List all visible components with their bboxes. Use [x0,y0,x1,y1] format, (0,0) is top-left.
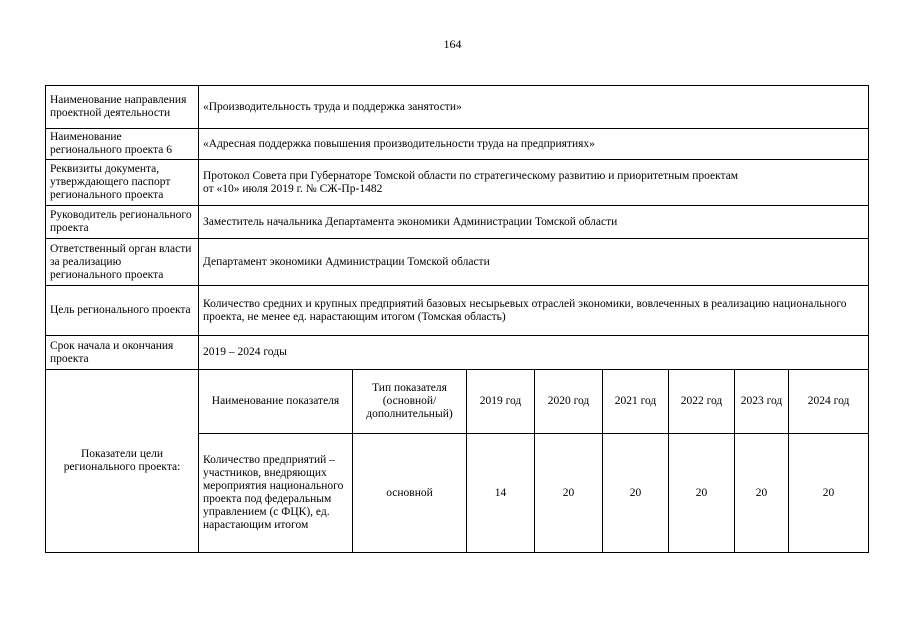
goal-label: Цель регионального проекта [46,286,199,336]
goal-value: Количество средних и крупных предприятий базовых несырьевых отраслей экономики, вовлеченных в реализацию национального проекта, не менее ед. нарастающим итогом (Томская область) [199,286,869,336]
row-goal [46,286,869,336]
direction-value: «Производительность труда и поддержка занятости» [199,86,869,129]
project-name-label: Наименование регионального проекта 6 [46,129,199,160]
value-2022: 20 [669,434,735,553]
year-2019-header: 2019 год [467,370,535,434]
project-name-value: «Адресная поддержка повышения производительности труда на предприятиях» [199,129,869,160]
value-2019: 14 [467,434,535,553]
document-value [199,160,869,206]
indicators-header-row [46,370,869,434]
year-2021-header: 2021 год [603,370,669,434]
page-number: 164 [443,37,462,51]
row-document [46,160,869,206]
row-term [46,336,869,370]
row-direction [46,86,869,129]
term-label: Срок начала и окончания проекта [46,336,199,370]
row-project-name [46,129,869,160]
responsible-value: Департамент экономики Администрации Томской области [199,239,869,286]
indicator-type-header: Тип показателя (основной/ дополнительный) [353,370,467,434]
document-label: Реквизиты документа, утверждающего паспорт регионального проекта [46,160,199,206]
head-label: Руководитель регионального проекта [46,206,199,239]
responsible-label: Ответственный орган власти за реализацию регионального проекта [46,239,199,286]
year-2020-header: 2020 год [535,370,603,434]
indicator-name: Количество предприятий – участников, внедряющих мероприятия национального проекта под федеральным управлением (с ФЦК), ед. нарастающим итогом [199,434,353,553]
indicators-section-label: Показатели цели регионального проекта: [46,370,199,553]
regional-project-passport-table [45,85,869,553]
year-2024-header: 2024 год [789,370,869,434]
document-value-line1: Протокол Совета при Губернаторе Томской области по стратегическому развитию и приоритетным проектам [203,169,739,182]
indicator-name-header: Наименование показателя [199,370,353,434]
document-value-line2: от «10» июля 2019 г. № СЖ-Пр-1482 [203,182,383,195]
year-2022-header: 2022 год [669,370,735,434]
value-2020: 20 [535,434,603,553]
term-value: 2019 – 2024 годы [199,336,869,370]
head-value: Заместитель начальника Департамента экономики Администрации Томской области [199,206,869,239]
row-head [46,206,869,239]
value-2024: 20 [789,434,869,553]
indicator-type: основной [353,434,467,553]
year-2023-header: 2023 год [735,370,789,434]
value-2023: 20 [735,434,789,553]
direction-label: Наименование направления проектной деятельности [46,86,199,129]
row-responsible [46,239,869,286]
value-2021: 20 [603,434,669,553]
